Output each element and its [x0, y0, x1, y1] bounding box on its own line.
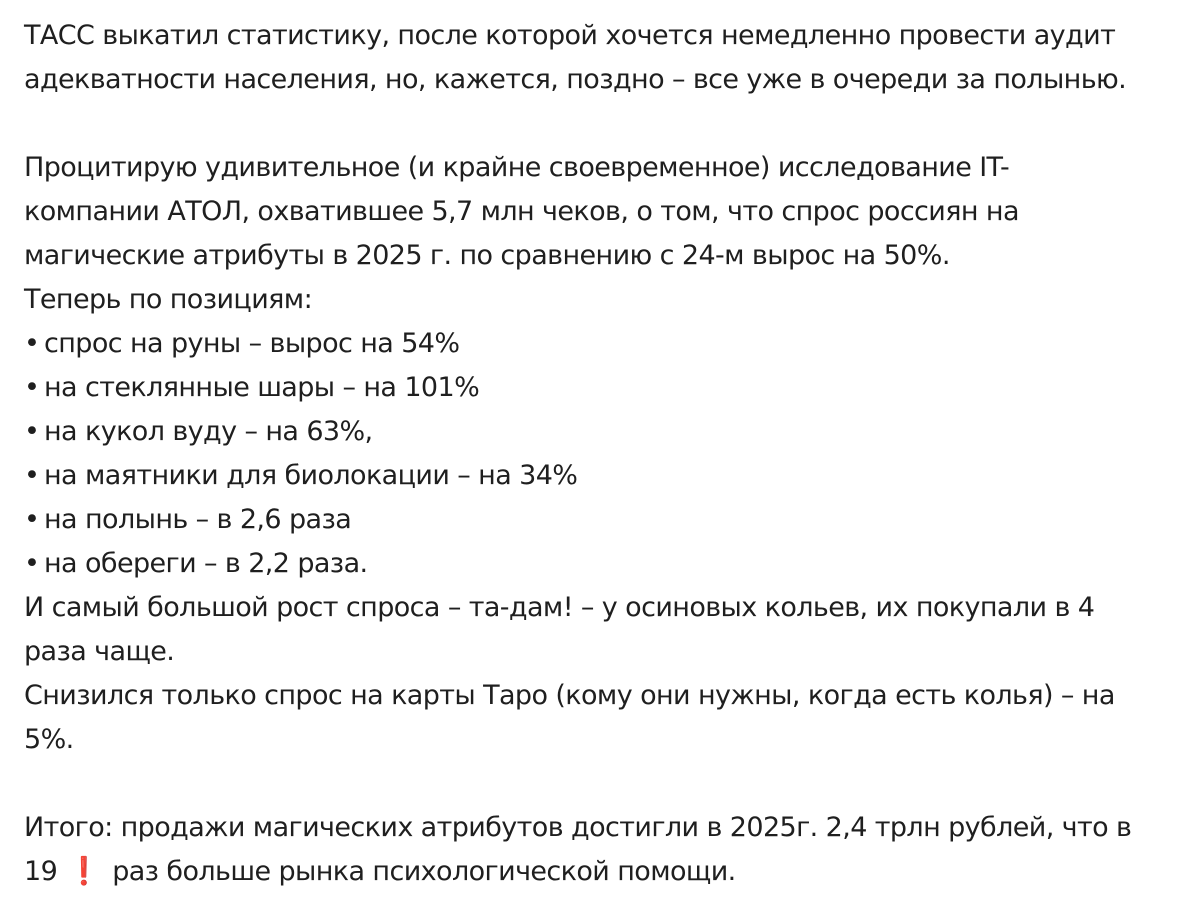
list-item-text: на маятники для биолокации – на 34% — [44, 460, 578, 491]
biggest-growth-paragraph — [24, 586, 1184, 674]
list-item — [24, 454, 1184, 498]
bullet-icon: • — [24, 372, 40, 403]
list-item — [24, 322, 1184, 366]
total-paragraph — [24, 806, 1184, 894]
positions-list — [24, 322, 1184, 586]
exclamation-icon: ❗ — [67, 856, 101, 887]
list-item-text: на полынь – в 2,6 раза — [44, 504, 352, 535]
list-item-text: спрос на руны – вырос на 54% — [44, 328, 460, 359]
list-item-text: на стеклянные шары – на 101% — [44, 372, 480, 403]
list-item-text: на кукол вуду – на 63%, — [44, 416, 373, 447]
bullet-icon: • — [24, 548, 40, 579]
list-item — [24, 498, 1184, 542]
positions-heading: Теперь по позициям: — [24, 284, 313, 315]
study-line: магические атрибуты в 2025 г. по сравнению с 24-м вырос на 50%. — [24, 240, 950, 271]
list-item-text: на обереги – в 2,2 раза. — [44, 548, 368, 579]
study-line: Процитирую удивительное (и крайне своевременное) исследование IT- — [24, 152, 1010, 183]
bullet-icon: • — [24, 460, 40, 491]
paragraph-gap — [24, 762, 1184, 806]
list-item — [24, 366, 1184, 410]
bullet-icon: • — [24, 328, 40, 359]
intro-line: адекватности населения, но, кажется, поздно – все уже в очереди за полынью. — [24, 64, 1127, 95]
total-line: Итого: продажи магических атрибутов достигли в 2025г. 2,4 трлн рублей, что в — [24, 812, 1132, 843]
total-tail-text: раз больше рынка психологической помощи. — [112, 856, 736, 887]
biggest-line: И самый большой рост спроса – та-дам! – у осиновых кольев, их покупали в 4 — [24, 592, 1095, 623]
decline-paragraph — [24, 674, 1184, 762]
post-body — [24, 14, 1184, 894]
study-line: компании АТОЛ, охватившее 5,7 млн чеков, о том, что спрос россиян на — [24, 196, 1019, 227]
list-item — [24, 542, 1184, 586]
bullet-icon: • — [24, 504, 40, 535]
intro-paragraph — [24, 14, 1184, 102]
decline-line: 5%. — [24, 724, 74, 755]
bullet-icon: • — [24, 416, 40, 447]
study-paragraph — [24, 146, 1184, 322]
biggest-line: раза чаще. — [24, 636, 175, 667]
decline-line: Снизился только спрос на карты Таро (кому они нужны, когда есть колья) – на — [24, 680, 1115, 711]
list-item — [24, 410, 1184, 454]
total-number: 19 — [24, 856, 58, 887]
paragraph-gap — [24, 102, 1184, 146]
total-tail-line — [24, 850, 1184, 894]
intro-line: ТАСС выкатил статистику, после которой хочется немедленно провести аудит — [24, 20, 1116, 51]
